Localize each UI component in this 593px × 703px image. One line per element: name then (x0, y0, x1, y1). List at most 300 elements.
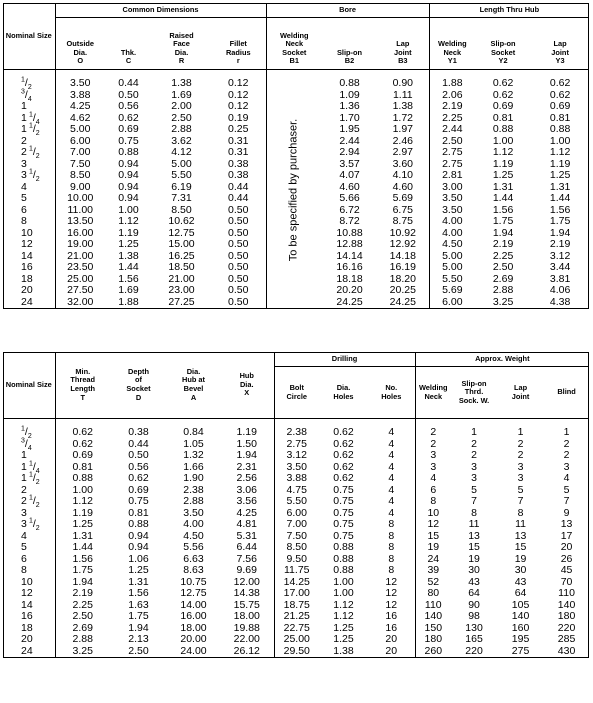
table-cell: 1.00 (333, 587, 354, 599)
table-cell: 3.06 (220, 485, 274, 497)
table-cell: 18.18 (336, 272, 363, 285)
table-cell: 20 (368, 634, 415, 646)
table-cell: 1.44 (549, 192, 571, 204)
table-cell: 2 (563, 437, 570, 450)
table-cell: 12.88 (336, 238, 363, 250)
table-cell: 5.50 (442, 272, 463, 285)
table-cell: 15 (427, 529, 440, 542)
table-cell: 1.75 (72, 564, 93, 576)
nominal-size-cell: 6 (3, 554, 55, 566)
table-cell: 1.38 (377, 101, 429, 113)
nominal-size-cell: 4 (3, 531, 55, 543)
table-cell: 15.75 (220, 600, 274, 612)
nominal-size-cell: 2 (3, 136, 55, 148)
table-row (3, 496, 589, 508)
table-cell: 43 (468, 575, 480, 588)
table-cell: 3 (563, 460, 570, 473)
table-cell: 12.75 (180, 587, 207, 599)
table-cell: 3.12 (286, 449, 307, 461)
table-row (3, 519, 589, 531)
table-cell: 1.56 (118, 272, 139, 285)
nominal-size-cell: 5 (3, 193, 55, 205)
table-cell: 0.88 (118, 146, 139, 158)
table-cell: 0.75 (333, 495, 354, 507)
nominal-size-cell: 12 (3, 588, 55, 600)
table-cell: 0.62 (492, 88, 514, 101)
table-cell: 0.38 (211, 170, 266, 182)
nominal-size-cell: 10 (3, 577, 55, 589)
table-cell: 1.12 (118, 215, 139, 227)
table-cell: 19 (427, 541, 440, 553)
table-cell: 3.57 (339, 157, 360, 170)
col-header: Dia. Hub at Bevel A (167, 352, 220, 419)
col-header: Depth of Socket D (110, 352, 167, 419)
table-cell: 11.00 (67, 203, 93, 216)
table-cell: 0.50 (211, 216, 266, 228)
table-cell: 7 (471, 495, 477, 507)
table-cell: 0.62 (333, 460, 354, 473)
table-cell: 3 (471, 472, 477, 484)
table-cell: 5 (471, 483, 477, 496)
table-cell: 11.75 (284, 564, 310, 576)
table-cell: 3.50 (442, 192, 463, 204)
col-header: Blind (544, 367, 589, 419)
table-cell: 0.62 (333, 426, 354, 438)
table-cell: 4 (368, 473, 415, 485)
table-cell: 0.56 (118, 100, 139, 112)
table-cell: 0.94 (118, 192, 139, 204)
table-cell: 10.00 (67, 192, 94, 204)
table-cell: 1.56 (549, 203, 571, 216)
table-cell: 3.50 (183, 506, 204, 519)
table-cell: 2 (471, 449, 477, 461)
nominal-size-cell: 1 (3, 101, 55, 113)
table-cell: 21.00 (67, 249, 94, 262)
table-cell: 0.88 (492, 123, 514, 135)
table-cell: 0.75 (333, 529, 354, 542)
table-cell: 5.66 (339, 192, 360, 204)
table-cell: 1.06 (128, 552, 149, 565)
table-cell: 4 (368, 508, 415, 520)
nominal-size-cell: 20 (3, 285, 55, 297)
approx-weight-header: Approx. Weight (415, 352, 589, 367)
table-cell: 4.62 (70, 111, 91, 124)
nominal-size-cell: 8 (3, 565, 55, 577)
nominal-size-cell: $^3/_4$ (3, 90, 55, 102)
table-cell: 2.75 (442, 157, 463, 170)
nominal-size-cell: 16 (3, 262, 55, 274)
table-row (3, 634, 589, 646)
table-cell: 0.50 (211, 274, 266, 286)
table-cell: 0.12 (211, 101, 266, 113)
table-cell: 4 (368, 496, 415, 508)
table-cell: 90 (468, 598, 480, 611)
table-cell: 195 (511, 633, 530, 645)
table-cell: 2.44 (442, 123, 463, 135)
table-cell: 4.00 (442, 215, 463, 227)
table-cell: 52 (427, 575, 440, 588)
table-cell: 3 (430, 449, 437, 461)
table-cell: 3.88 (70, 88, 91, 101)
table-cell: 0.44 (128, 437, 149, 450)
table-cell: 5.50 (171, 169, 192, 181)
table-cell: 1.94 (549, 226, 571, 239)
table-cell: 2.19 (72, 587, 93, 599)
table-cell: 22.75 (283, 621, 310, 634)
table-cell: 4 (368, 419, 415, 439)
table-cell: 1.31 (128, 575, 149, 588)
table-cell: 16 (368, 611, 415, 623)
table-cell: 12.00 (220, 577, 274, 589)
table-cell: 0.75 (128, 495, 149, 507)
table-cell: 9 (563, 506, 570, 519)
table-cell: 24.00 (180, 644, 207, 657)
table-cell: 2.19 (549, 238, 571, 250)
table-cell: 6.00 (442, 295, 463, 308)
table-cell: 25.00 (283, 633, 310, 645)
table-cell: 1.19 (220, 419, 274, 439)
table-cell: 2.69 (492, 272, 514, 285)
table-cell: 0.81 (492, 111, 514, 124)
table-cell: 0.62 (549, 77, 571, 89)
table-cell: 1.25 (333, 621, 354, 634)
table-cell: 6.19 (171, 180, 192, 193)
nominal-size-cell: 18 (3, 274, 55, 286)
table-cell: 20 (368, 646, 415, 659)
drilling-weight-table (3, 352, 589, 658)
table-cell: 0.62 (72, 426, 93, 438)
table-cell: 80 (427, 587, 440, 599)
table-cell: 4 (368, 439, 415, 451)
table-cell: 0.81 (128, 506, 149, 519)
table-row (3, 565, 589, 577)
table-cell: 0.84 (183, 426, 204, 438)
table-cell: 30 (514, 564, 527, 576)
table-cell: 0.90 (377, 70, 429, 90)
table-cell: 0.44 (118, 77, 139, 89)
table-cell: 12 (368, 588, 415, 600)
table-cell: 7 (517, 495, 524, 507)
table-cell: 2.97 (377, 147, 429, 159)
table-cell: 4.81 (220, 519, 274, 531)
table-cell: 1.00 (333, 575, 354, 588)
table-cell: 1.25 (128, 564, 149, 576)
table-cell: 4.00 (183, 518, 204, 530)
table-cell: 3 (517, 472, 524, 484)
table-cell: 1.05 (183, 437, 204, 450)
table-cell: 0.94 (118, 157, 139, 170)
table-cell: 11 (515, 518, 526, 530)
table-cell: 4.07 (339, 169, 360, 181)
table-cell: 27.25 (168, 295, 195, 308)
table-cell: 18.00 (180, 621, 207, 634)
table-cell: 8 (430, 495, 437, 507)
table-cell: 0.94 (118, 180, 139, 193)
table-cell: 64 (468, 587, 480, 599)
table-cell: 1.75 (492, 215, 514, 227)
table-cell: 1.25 (492, 169, 514, 181)
col-header: Welding Neck (415, 367, 451, 419)
table-cell: 2.88 (72, 633, 93, 645)
nominal-size-cell: 20 (3, 634, 55, 646)
table-cell: 0.50 (211, 285, 266, 297)
nominal-size-cell: 14 (3, 600, 55, 612)
table-cell: 2 (430, 426, 437, 438)
table-cell: 1.94 (492, 226, 514, 239)
nominal-size-cell: 24 (3, 297, 55, 310)
table-cell: 1.12 (333, 598, 354, 611)
table-cell: 110 (424, 598, 442, 611)
nominal-size-cell: $^1/_2$ (3, 70, 55, 90)
table-cell: 0.75 (118, 134, 139, 147)
table-cell: 0.81 (549, 111, 571, 124)
table-cell: 4.60 (339, 180, 360, 193)
table-cell: 0.75 (333, 518, 354, 530)
table-cell: 0.94 (128, 529, 149, 542)
table-cell: 0.88 (339, 77, 360, 89)
table-cell: 2.38 (183, 483, 204, 496)
table-cell: 4.38 (549, 295, 571, 308)
table-cell: 2.50 (128, 644, 149, 657)
table-cell: 2 (517, 449, 524, 461)
drilling-header: Drilling (274, 352, 415, 367)
nominal-size-header: Nominal Size (3, 352, 55, 419)
table-cell: 2 (471, 437, 477, 450)
table-cell: 4.25 (220, 508, 274, 520)
table-cell: 0.50 (211, 262, 266, 274)
table-cell: 7.00 (70, 146, 91, 158)
table-cell: 16 (368, 623, 415, 635)
table-cell: 8 (368, 565, 415, 577)
table-cell: 19.88 (220, 623, 274, 635)
nominal-size-cell: 2 $^1/_2$ (3, 496, 55, 508)
table-cell: 0.62 (333, 449, 354, 461)
table-cell: 8.50 (70, 169, 91, 181)
table-cell: 180 (557, 610, 576, 622)
col-header: Slip-on Socket Y2 (475, 18, 531, 70)
table-cell: 10 (427, 506, 440, 519)
table-cell: 8 (368, 519, 415, 531)
table-cell: 3.50 (286, 460, 307, 473)
table-cell: 29.50 (283, 644, 310, 657)
table-row (3, 646, 589, 659)
table-cell: 4.10 (377, 170, 429, 182)
table-cell: 0.44 (211, 182, 266, 194)
table-cell: 8.75 (377, 216, 429, 228)
table-row (3, 419, 589, 439)
table-cell: 1.00 (72, 483, 93, 496)
table-cell: 7.31 (171, 192, 192, 204)
table-cell: 3.88 (286, 472, 307, 484)
table-cell: 8 (517, 506, 524, 519)
table-cell: 3.50 (70, 77, 91, 89)
table-cell: 130 (465, 621, 483, 634)
bore-header: Bore (266, 3, 429, 18)
table-cell: 18.75 (283, 598, 310, 611)
nominal-size-cell: 1 $^1/_4$ (3, 113, 55, 125)
table-cell: 14.14 (336, 249, 363, 262)
table-cell: 275 (511, 644, 530, 657)
table-cell: 8.50 (171, 203, 192, 216)
table-cell: 1.09 (339, 88, 360, 101)
table-cell: 2.38 (286, 426, 307, 438)
table-cell: 1.44 (118, 261, 139, 273)
table-cell: 24.25 (336, 295, 363, 308)
table-cell: 0.19 (211, 113, 266, 125)
table-cell: 1.94 (128, 621, 149, 634)
table-cell: 4.06 (549, 284, 571, 296)
table-cell: 10.92 (377, 228, 429, 240)
table-cell: 4 (368, 485, 415, 497)
table-cell: 0.88 (549, 123, 571, 135)
table-cell: 2.88 (171, 123, 192, 135)
table-cell: 20 (560, 541, 573, 553)
table-cell: 430 (557, 644, 576, 657)
table-cell: 1.56 (492, 203, 514, 216)
table-cell: 19.00 (67, 238, 94, 250)
nominal-size-cell: 10 (3, 228, 55, 240)
table-cell: 1.31 (72, 529, 93, 542)
table-cell: 3.56 (220, 496, 274, 508)
table-cell: 1.25 (333, 633, 354, 645)
table-cell: 1.00 (549, 134, 571, 147)
table-cell: 0.69 (549, 100, 571, 112)
table-cell: 26.12 (220, 646, 274, 659)
col-header: Lap Joint (497, 367, 544, 419)
nominal-size-cell: $^3/_4$ (3, 439, 55, 451)
nominal-size-cell: 1 (3, 450, 55, 462)
table-cell: 2.88 (183, 495, 204, 507)
table-cell: 14.25 (283, 575, 310, 588)
table-cell: 1.90 (183, 472, 204, 484)
table-cell: 0.62 (492, 77, 514, 89)
table-cell: 1.12 (333, 610, 354, 622)
nominal-size-cell: 18 (3, 623, 55, 635)
table-cell: 140 (557, 598, 576, 611)
table-cell: 3.44 (549, 261, 571, 273)
col-header: Bolt Circle (274, 367, 319, 419)
table-cell: 20.25 (377, 285, 429, 297)
table-cell: 0.62 (549, 88, 571, 101)
table-cell: 2 (430, 437, 437, 450)
table-cell: 16.25 (168, 249, 195, 262)
table-cell: 3.25 (72, 644, 93, 657)
table-cell: 39 (427, 564, 440, 576)
table-row (3, 611, 589, 623)
table-cell: 2.06 (442, 88, 463, 101)
table-cell: 0.62 (333, 437, 354, 450)
table-cell: 14.18 (377, 251, 429, 263)
table-cell: 1.31 (549, 180, 571, 193)
table-cell: 160 (511, 621, 530, 634)
table-cell: 12.92 (377, 239, 429, 251)
table-cell: 5.00 (171, 157, 192, 170)
table-cell: 2.56 (220, 473, 274, 485)
table-cell: 105 (511, 598, 530, 611)
table-cell: 26 (560, 552, 573, 565)
table-cell: 5.00 (442, 249, 463, 262)
table-cell: 5.56 (183, 541, 204, 553)
table-cell: 15 (468, 541, 480, 553)
col-header: Welding Neck Socket B1 (266, 18, 322, 70)
table-cell: 8.72 (339, 215, 360, 227)
table-cell: 2.50 (171, 111, 192, 124)
table-cell: 16.16 (336, 261, 363, 273)
table-cell: 2.69 (72, 621, 93, 634)
table-cell: 1.25 (72, 518, 93, 530)
table-cell: 12 (368, 600, 415, 612)
table-cell: 12.75 (168, 226, 195, 239)
dimensions-table (3, 3, 589, 309)
table-cell: 0.88 (333, 564, 354, 576)
table-cell: 15 (514, 541, 527, 553)
table-cell: 8.50 (286, 541, 307, 553)
table-cell: 1.44 (72, 541, 93, 553)
table-cell: 98 (468, 610, 480, 622)
table-cell: 9.00 (70, 180, 91, 193)
table-row (3, 473, 589, 485)
table-cell: 2.81 (442, 169, 463, 181)
col-header: Thk. C (105, 18, 152, 70)
table-cell: 285 (557, 633, 576, 645)
table-cell: 2.19 (492, 238, 514, 250)
table-cell: 2.00 (171, 100, 192, 112)
table-cell: 4.60 (377, 182, 429, 194)
table-cell: 0.94 (118, 169, 139, 181)
table-cell: 0.62 (118, 111, 139, 124)
table-cell: 13 (514, 529, 527, 542)
table-cell: 0.50 (211, 239, 266, 251)
table-cell: 13.50 (67, 215, 94, 227)
table-cell: 64 (514, 587, 527, 599)
table-cell: 6.72 (339, 203, 360, 216)
table-row (3, 70, 589, 90)
table-cell: 24.25 (377, 297, 429, 310)
table-cell: 1.19 (118, 226, 139, 239)
table-cell: 0.88 (128, 518, 149, 530)
table-cell: 12 (368, 577, 415, 589)
table-cell: 1.66 (183, 460, 204, 473)
table-cell: 1 (563, 426, 570, 438)
nominal-size-cell: 4 (3, 182, 55, 194)
table-cell: 18.20 (377, 274, 429, 286)
table-cell: 1.72 (377, 113, 429, 125)
table-cell: 16.19 (377, 262, 429, 274)
nominal-size-cell: 8 (3, 216, 55, 228)
col-header: Min. Thread Length T (55, 352, 110, 419)
table-cell: 6 (430, 483, 437, 496)
table-cell: 4.12 (171, 146, 192, 158)
table-cell: 2.94 (339, 146, 360, 158)
table-cell: 0.75 (333, 483, 354, 496)
table-cell: 0.69 (72, 449, 93, 461)
col-header: No. Holes (368, 367, 415, 419)
table-cell: 2.19 (442, 100, 463, 112)
table-cell: 220 (465, 644, 483, 657)
table-cell: 0.50 (211, 228, 266, 240)
nominal-size-cell: 2 $^1/_2$ (3, 147, 55, 159)
col-header: Outside Dia. O (55, 18, 105, 70)
table-cell: 12 (427, 518, 440, 530)
nominal-size-cell: 12 (3, 239, 55, 251)
table-cell: 1.94 (72, 575, 93, 588)
table-cell: 10.62 (168, 215, 195, 227)
table-cell: 5.00 (442, 261, 463, 273)
table-cell: 5 (563, 483, 570, 496)
col-header: Fillet Radius r (211, 18, 266, 70)
table-cell: 19 (514, 552, 527, 565)
table-cell: 1.75 (128, 610, 149, 622)
